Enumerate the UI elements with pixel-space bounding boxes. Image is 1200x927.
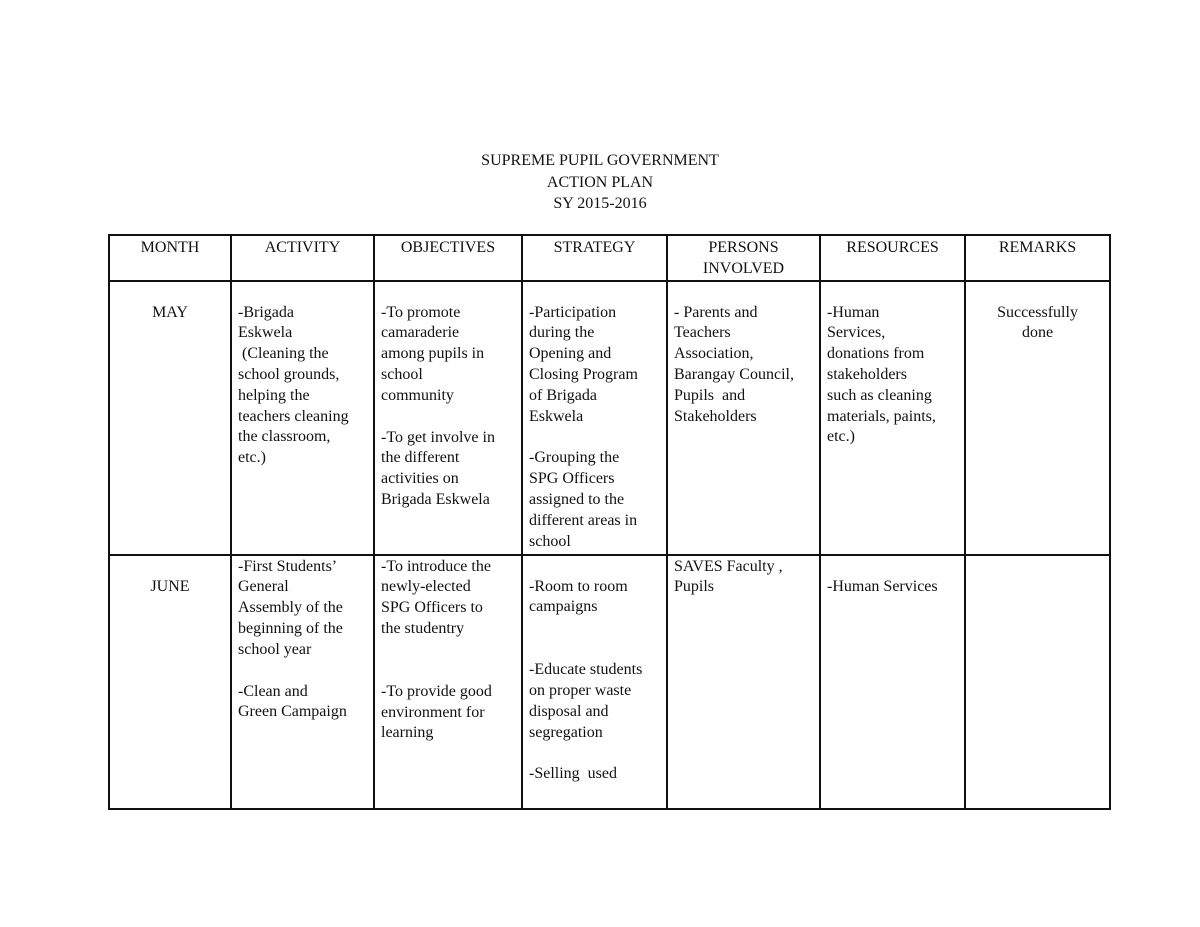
- column-header-objectives: OBJECTIVES: [374, 235, 522, 281]
- strategy-cell: [522, 555, 667, 809]
- text-line: -Selling used: [529, 765, 617, 783]
- title-organization: SUPREME PUPIL GOVERNMENT: [481, 152, 719, 169]
- text-line: the studentry: [381, 619, 465, 637]
- text-line: Assembly of the: [238, 599, 343, 617]
- activity-cell: [231, 281, 374, 555]
- month-cell: [109, 281, 231, 555]
- remarks-cell: [965, 555, 1110, 809]
- text-line: environment for: [381, 703, 485, 721]
- text-line: Teachers: [674, 324, 731, 342]
- text-line: -Brigada: [238, 303, 294, 321]
- text-line: the different: [381, 449, 460, 467]
- column-header-month: MONTH: [109, 235, 231, 281]
- month-label: MAY: [152, 303, 188, 321]
- text-line: etc.): [827, 428, 855, 446]
- persons-cell: [667, 555, 820, 809]
- text-line: among pupils in: [381, 345, 485, 363]
- text-line: -To introduce the: [381, 557, 491, 575]
- text-line: learning: [381, 724, 434, 742]
- resources-text: [821, 282, 964, 449]
- strategy-text: [523, 556, 666, 786]
- text-line: Stakeholders: [674, 407, 757, 425]
- column-header-strategy: STRATEGY: [522, 235, 667, 281]
- text-line: Services,: [827, 324, 886, 342]
- text-line: the classroom,: [238, 428, 331, 446]
- action-plan-table: [108, 234, 1111, 810]
- table-row: [109, 555, 1110, 809]
- column-header-resources: RESOURCES: [820, 235, 965, 281]
- column-header-activity: ACTIVITY: [231, 235, 374, 281]
- activity-cell: [231, 555, 374, 809]
- text-line: -To provide good: [381, 682, 492, 700]
- text-line: Opening and: [529, 345, 612, 363]
- text-line: Eskwela: [238, 324, 293, 342]
- text-line: donations from: [827, 345, 925, 363]
- text-line: done: [1021, 324, 1054, 342]
- column-header-persons-involved: [667, 235, 820, 281]
- text-line: teachers cleaning: [238, 407, 349, 425]
- column-header-remarks: REMARKS: [965, 235, 1110, 281]
- text-line: disposal and: [529, 702, 609, 720]
- text-line: -Educate students: [529, 661, 643, 679]
- text-line: school: [529, 532, 571, 550]
- resources-cell: [820, 281, 965, 555]
- text-line: newly-elected: [381, 578, 471, 596]
- text-line: Eskwela: [529, 407, 584, 425]
- objectives-text: [375, 556, 521, 745]
- text-line: school year: [238, 640, 312, 658]
- text-line: SAVES Faculty ,: [674, 557, 783, 575]
- objectives-cell: [374, 281, 522, 555]
- text-line: activities on: [381, 470, 459, 488]
- text-line: Successfully: [997, 303, 1078, 321]
- persons-header-line1: PERSONS: [708, 239, 779, 256]
- text-line: SPG Officers to: [381, 599, 483, 617]
- objectives-text: [375, 282, 521, 511]
- strategy-cell: [522, 281, 667, 555]
- text-line: Pupils and: [674, 386, 746, 404]
- text-line: -To get involve in: [381, 428, 495, 446]
- text-line: materials, paints,: [827, 407, 936, 425]
- text-line: campaigns: [529, 598, 598, 616]
- month-label: JUNE: [150, 577, 190, 595]
- document-title: [0, 150, 1200, 215]
- text-line: Green Campaign: [238, 703, 347, 721]
- text-line: helping the: [238, 386, 310, 404]
- text-line: beginning of the: [238, 619, 343, 637]
- text-line: stakeholders: [827, 365, 907, 383]
- remarks-text: [966, 282, 1109, 345]
- text-line: -First Students’: [238, 557, 338, 575]
- text-line: Closing Program: [529, 365, 638, 383]
- title-school-year: SY 2015-2016: [553, 195, 647, 212]
- table-row: [109, 281, 1110, 555]
- activity-text: [232, 282, 373, 469]
- resources-text: [821, 556, 964, 598]
- text-line: assigned to the: [529, 490, 625, 508]
- remarks-cell: [965, 281, 1110, 555]
- text-line: -Human: [827, 303, 880, 321]
- text-line: -Participation: [529, 303, 617, 321]
- text-line: Brigada Eskwela: [381, 490, 490, 508]
- text-line: school grounds,: [238, 365, 340, 383]
- resources-cell: [820, 555, 965, 809]
- text-line: Association,: [674, 345, 754, 363]
- activity-text: [232, 556, 373, 724]
- text-line: Barangay Council,: [674, 365, 794, 383]
- text-line: etc.): [238, 449, 266, 467]
- text-line: SPG Officers: [529, 470, 615, 488]
- text-line: Pupils: [674, 578, 715, 596]
- text-line: camaraderie: [381, 324, 460, 342]
- text-line: General: [238, 578, 289, 596]
- month-cell: [109, 555, 231, 809]
- text-line: (Cleaning the: [238, 345, 329, 363]
- text-line: -To promote: [381, 303, 461, 321]
- text-line: -Grouping the: [529, 449, 620, 467]
- strategy-text: [523, 282, 666, 553]
- text-line: community: [381, 386, 454, 404]
- text-line: -Clean and: [238, 682, 308, 700]
- text-line: -Human Services: [827, 577, 938, 595]
- text-line: during the: [529, 324, 595, 342]
- text-line: -Room to room: [529, 577, 628, 595]
- title-plan: ACTION PLAN: [546, 173, 654, 191]
- text-line: of Brigada: [529, 386, 597, 404]
- text-line: segregation: [529, 723, 603, 741]
- text-line: - Parents and: [674, 303, 758, 321]
- persons-header-line2: INVOLVED: [702, 259, 785, 277]
- table-header-row: [109, 235, 1110, 281]
- text-line: such as cleaning: [827, 386, 932, 404]
- objectives-cell: [374, 555, 522, 809]
- persons-text: [668, 556, 819, 599]
- text-line: on proper waste: [529, 681, 632, 699]
- persons-cell: [667, 281, 820, 555]
- text-line: different areas in: [529, 511, 638, 529]
- persons-text: [668, 282, 819, 428]
- text-line: school: [381, 365, 423, 383]
